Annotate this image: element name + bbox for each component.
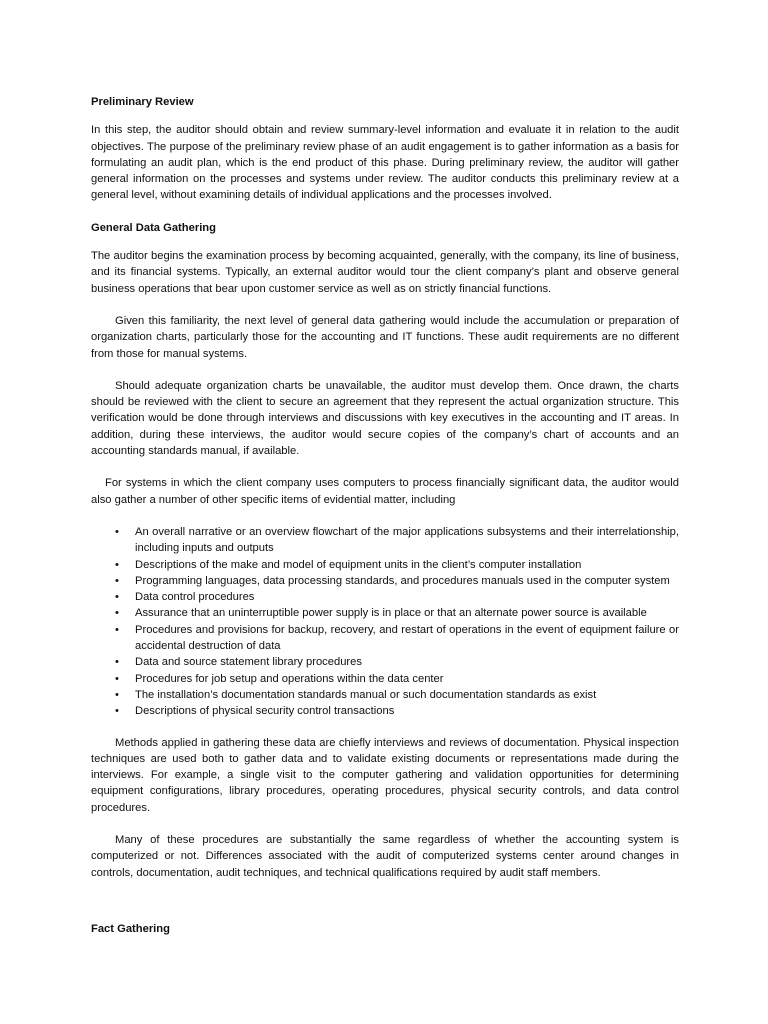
list-item-text: Procedures and provisions for backup, recovery, and restart of operations in the event of equipment failure or accidental destruction of data bbox=[135, 623, 679, 653]
list-item-text: An overall narrative or an overview flowchart of the major applications subsystems and their interrelationship, including inputs and outputs bbox=[135, 525, 679, 555]
list-item-text: Data control procedures bbox=[135, 591, 255, 604]
list-item bbox=[91, 557, 679, 573]
bullet-symbol: • bbox=[115, 525, 119, 538]
bullet-symbol: • bbox=[115, 705, 119, 718]
heading-fact-gathering: Fact Gathering bbox=[91, 922, 170, 935]
bullet-symbol: • bbox=[115, 688, 119, 701]
list-item bbox=[91, 687, 679, 703]
document-content bbox=[91, 94, 679, 949]
bullet-symbol: • bbox=[115, 623, 119, 636]
paragraph-preliminary-review: In this step, the auditor should obtain and review summary-level information and evaluate it in relation to the audit objectives. The purpose of the preliminary review phase of an audit engagement is to gather information as a basis for formulating an audit plan, which is the end product of this phase. During preliminary review, the auditor will gather general information on the processes and systems under review. The auditor conducts this preliminary review at a general level, without examining details of individual applications and the processes involved. bbox=[91, 124, 679, 202]
section-spacer bbox=[91, 897, 679, 921]
paragraph-organization-charts: Should adequate organization charts be unavailable, the auditor must develop them. Once drawn, the charts should be reviewed with the client to secure an agreement that they represent the actual organization structure. This verification would be done through interviews and discussions with key executives in the accounting and IT areas. In addition, during these interviews, the auditor would secure copies of the company’s chart of accounts and an accounting standards manual, if available. bbox=[91, 379, 679, 458]
bullet-symbol: • bbox=[115, 574, 119, 587]
list-item bbox=[91, 622, 679, 655]
paragraph-familiarity: Given this familiarity, the next level of general data gathering would include the accumulation or preparation of organization charts, particularly those for the accounting and IT functions. These audit requirements are no different from those for manual systems. bbox=[91, 314, 679, 360]
list-item bbox=[91, 671, 679, 687]
evidential-items-list bbox=[91, 524, 679, 720]
bullet-symbol: • bbox=[115, 607, 119, 620]
heading-preliminary-review: Preliminary Review bbox=[91, 96, 194, 108]
list-item-text: Descriptions of physical security control transactions bbox=[135, 705, 395, 718]
list-item bbox=[91, 589, 679, 605]
list-item-text: The installation’s documentation standards manual or such documentation standards as exist bbox=[135, 688, 597, 701]
bullet-symbol: • bbox=[115, 591, 119, 604]
bullet-symbol: • bbox=[115, 672, 119, 685]
list-item bbox=[91, 703, 679, 719]
heading-general-data-gathering: General Data Gathering bbox=[91, 221, 216, 234]
list-item-text: Assurance that an uninterruptible power supply is in place or that an alternate power source is available bbox=[135, 607, 647, 620]
list-item bbox=[91, 573, 679, 589]
paragraph-evidential-matter: For systems in which the client company uses computers to process financially significant data, the auditor would also gather a number of other specific items of evidential matter, including bbox=[91, 477, 679, 506]
list-item bbox=[91, 605, 679, 621]
list-item bbox=[91, 654, 679, 670]
list-item-text: Descriptions of the make and model of equipment units in the client’s computer installation bbox=[135, 558, 582, 571]
list-item-text: Data and source statement library procedures bbox=[135, 656, 362, 669]
paragraph-computerized-differences: Many of these procedures are substantially the same regardless of whether the accounting system is computerized or not. Differences associated with the audit of computerized systems center around changes in controls, documentation, audit techniques, and technical qualifications required by audit staff members. bbox=[91, 833, 679, 879]
list-item-text: Programming languages, data processing standards, and procedures manuals used in the computer system bbox=[135, 574, 670, 587]
paragraph-methods: Methods applied in gathering these data are chiefly interviews and reviews of documentation. Physical inspection techniques are used both to gather data and to validate existing documents or representations made during the interviews. For example, a single visit to the computer gathering and validation opportunities for determining equipment configurations, library procedures, operating procedures, physical security controls, and data control procedures. bbox=[91, 736, 679, 814]
list-item-text: Procedures for job setup and operations within the data center bbox=[135, 672, 444, 685]
paragraph-acquainted: The auditor begins the examination process by becoming acquainted, generally, with the company, its line of business, and its financial systems. Typically, an external auditor would tour the client company’s plant and observe general business operations that bear upon customer service as well as on strictly financial functions. bbox=[91, 250, 679, 295]
list-item bbox=[91, 524, 679, 557]
bullet-symbol: • bbox=[115, 558, 119, 571]
bullet-symbol: • bbox=[115, 656, 119, 669]
